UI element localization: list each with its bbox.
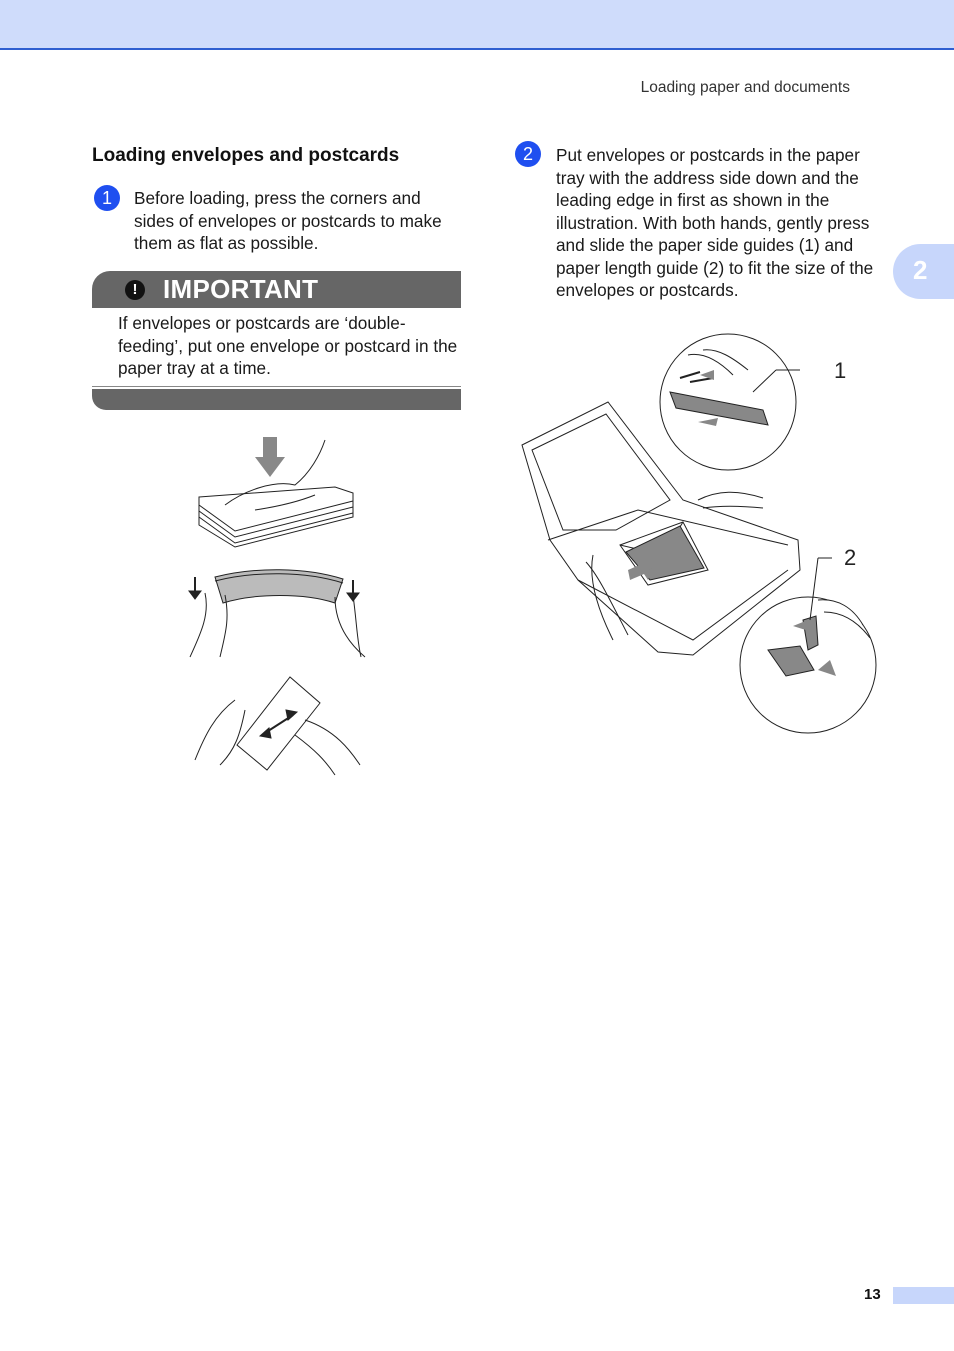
chapter-tab (893, 244, 954, 299)
envelope-bend-hands (189, 570, 365, 657)
important-title: IMPORTANT (163, 274, 319, 304)
step-2-badge: 2 (515, 141, 541, 167)
top-band (0, 0, 954, 50)
envelope-edge-press-hands (195, 677, 360, 775)
running-header: Loading paper and documents (640, 79, 850, 96)
page-number-band (893, 1287, 954, 1304)
step-1-badge: 1 (94, 185, 120, 211)
section-title: Loading envelopes and postcards (92, 145, 400, 166)
step-1-text: Before loading, press the corners and sides of envelopes or postcards to make them as flat as possible. (134, 188, 442, 253)
exclamation-icon: ! (125, 280, 145, 300)
side-guide-zoom (660, 334, 800, 470)
chapter-tab-number: 2 (913, 255, 928, 285)
envelope-stack-press (199, 437, 353, 547)
step-2-text: Put envelopes or postcards in the paper tray with the address side down and the leading edge in first as shown in the illustration. With both hands, gently press and slide the paper side guides (1) and paper length guide (2) to fit the size of the envelopes or postcards. (556, 145, 874, 300)
page-number: 13 (864, 1286, 881, 1303)
hand-right (698, 492, 763, 508)
paper-tray-illustration (518, 330, 888, 740)
important-box (92, 271, 461, 411)
important-body: If envelopes or postcards are ‘double-feeding’, put one envelope or postcard in the paper tray at a time. (118, 313, 458, 378)
callout-2: 2 (844, 545, 857, 570)
callout-1: 1 (834, 358, 847, 383)
envelope-flatten-illustration (185, 435, 375, 780)
important-header (92, 271, 461, 308)
important-footer (92, 389, 461, 410)
important-divider (92, 386, 461, 387)
